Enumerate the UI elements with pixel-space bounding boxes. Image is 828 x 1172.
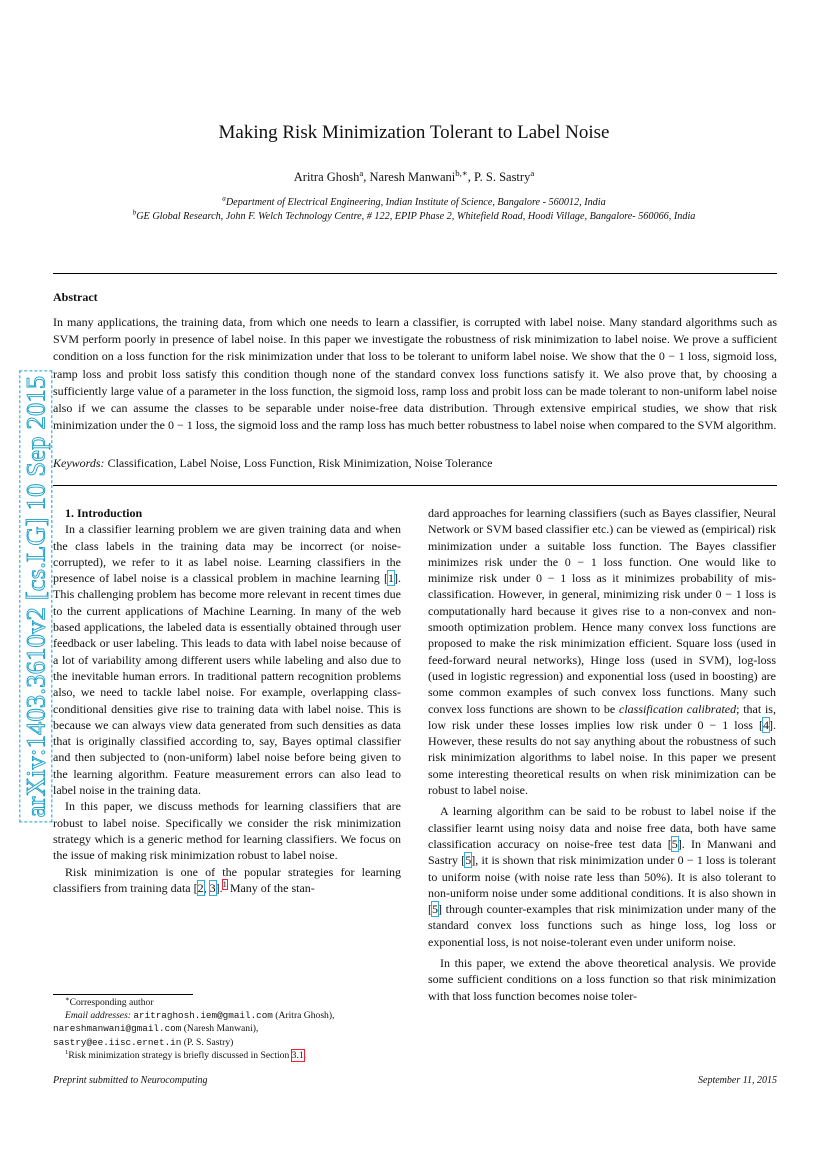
email-link[interactable]: nareshmanwani@gmail.com — [53, 1023, 182, 1035]
section-link[interactable]: 3.1 — [291, 1049, 304, 1061]
email-link[interactable]: sastry@ee.iisc.ernet.in — [53, 1036, 182, 1048]
author-mark: b,∗ — [455, 167, 468, 178]
footnote-rule — [53, 994, 193, 995]
citation-link[interactable]: 1 — [388, 571, 394, 586]
footnotes — [53, 996, 401, 1062]
author-name: Aritra Ghosh — [293, 170, 360, 184]
footnote-corresponding: ∗Corresponding author — [65, 995, 154, 1008]
keywords — [53, 456, 777, 471]
abstract-heading: Abstract — [53, 290, 98, 304]
citation-link[interactable]: 2 — [197, 880, 204, 895]
paragraph: In a classifier learning problem we are given training data and when the class labels in the training data may be incorrect (or noise-corrupted), we refer to it as label noise. Learning classifiers in the presence of label noise is a classical problem in machine learning [1]. This challenging problem has become more relevant in recent times due to the current applications of Machine Learning. In many of the web based applications, the labeled data is essentially obtained through user feedback or user labeling. This leads to data with label noise because of a lot of variability among different users while labeling and also due to the inevitable human errors. In traditional pattern recognition problems also, we need to tackle label noise. For example, overlapping class-conditional densities give rise to training data with label noise. This is because we can always view data generated from such densities as data that is originally classified according to, say, Bayes optimal classifier and then subjected to (non-uniform) label noise before being given to the learning algorithm. Feature measurement errors can also lead to label noise in the training data. — [53, 522, 401, 798]
arxiv-stamp — [18, 346, 54, 846]
top-rule — [53, 273, 777, 274]
paragraph: In this paper, we discuss methods for learning classifiers that are robust to label noise. Specifically we consider the risk minimization strategy which is a generic method for learning classifiers. We focus on the issue of making risk minimization robust to label noise. — [53, 799, 401, 863]
footnote-1: $^1$Risk minimization strategy is briefly discussed in Section 3.1. — [65, 1048, 307, 1061]
citation-link[interactable]: 4 — [763, 717, 769, 732]
paragraph: In this paper, we extend the above theoretical analysis. We provide some sufficient conditions on a loss function so that risk minimization with that loss function becomes noise toler- — [428, 956, 776, 1003]
affiliation-text: GE Global Research, John F. Welch Technology Centre, # 122, EPIP Phase 2, Whitefield Road, Hoodi Village, Bangalore- 560066, India — [136, 211, 696, 222]
author-name: Naresh Manwani — [369, 170, 456, 184]
keywords-list: Classification, Label Noise, Loss Function, Risk Minimization, Noise Tolerance — [107, 456, 493, 470]
footer-journal: Preprint submitted to Neurocomputing — [53, 1075, 208, 1086]
paragraph: A learning algorithm can be said to be robust to label noise if the classifier learnt using noisy data and noise free data, both have same classification accuracy on noise-free test data [5]. In Manwani and Sastry [5], it is shown that risk minimization under 0 − 1 loss is tolerant to uniform noise (with noise rate less than 50%). It is also tolerant to non-uniform noise under some additional conditions. It is also shown in [5] through counter-examples that risk minimization under many of the standard convex loss functions such as hinge loss, log loss or exponential loss, is not noise-tolerant even under uniform noise. — [428, 804, 777, 949]
citation-link[interactable]: 5 — [671, 836, 678, 851]
arxiv-stamp-text: arXiv:1403.3610v2 [cs.LG] 10 Sep 2015 — [20, 370, 53, 822]
footer-date: September 11, 2015 — [698, 1075, 777, 1086]
footnote-emails: Email addresses: aritraghosh.iem@gmail.com (Aritra Ghosh), — [65, 1010, 335, 1022]
citation-link[interactable]: 5 — [432, 902, 438, 917]
citation-link[interactable]: 3 — [209, 880, 216, 895]
paragraph: dard approaches for learning classifiers (such as Bayes classifier, Neural Network or SVM based classifier etc.) can be viewed as (empirical) risk minimization under a suitable loss function. The Bayes classifier minimizes risk under the 0 − 1 loss function. One would like to minimize risk under 0 − 1 loss as it minimizes probability of mis-classification. However, in general, minimizing risk under 0 − 1 loss is computationally hard because it gives rise to a non-convex and non-smooth optimization problem. Hence many convex loss functions are proposed to make the risk minimization efficient. Square loss (used in feed-forward neural networks), Hinge loss (used in SVM), log-loss (used in logistic regression) and exponential loss (used in boosting) are some common examples of such convex loss functions. Many such convex loss functions are shown to be classification calibrated; that is, low risk under these losses implies low risk under 0 − 1 loss [4]. However, these results do not say anything about the robustness of such risk minimization algorithms to label noise. In this paper we present some interesting theoretical results on when risk minimization can be robust to label noise. — [428, 506, 776, 798]
section-heading: 1. Introduction — [65, 506, 143, 520]
affiliation — [0, 208, 828, 222]
right-column — [428, 505, 776, 1004]
author-list: Aritra Ghosh$^a$, Naresh Manwani$^{b,∗}$, P. S. Sastry$^a$ — [293, 167, 535, 184]
footnote-link[interactable]: 1 — [222, 879, 227, 889]
abstract-rule — [53, 485, 777, 486]
paper-title: Making Risk Minimization Tolerant to Label Noise — [218, 122, 610, 143]
paragraph: Risk minimization is one of the popular strategies for learning classifiers from training data [2, 3].$^1$ Many of the stan- — [53, 864, 401, 895]
footnote-emails-cont: sastry@ee.iisc.ernet.in (P. S. Sastry) — [53, 1036, 234, 1048]
keywords-label: Keywords: — [53, 456, 105, 470]
citation-link[interactable]: 5 — [465, 853, 472, 868]
affiliation-mark: b — [132, 208, 137, 217]
affiliation-text: Department of Electrical Engineering, Indian Institute of Science, Bangalore - 560012, India — [225, 197, 606, 208]
email-link[interactable]: aritraghosh.iem@gmail.com — [133, 1010, 273, 1022]
left-column — [53, 505, 401, 896]
affiliation — [0, 194, 828, 208]
author-mark: a — [359, 167, 364, 178]
abstract-body: In many applications, the training data, from which one needs to learn a classifier, is corrupted with label noise. Many standard algorithms such as SVM perform poorly in presence of label noise. In this paper we investigate the robustness of risk minimization to label noise. We prove a sufficient condition on a loss function for the risk minimization under that loss to be tolerant to uniform label noise. We show that the 0 − 1 loss, sigmoid loss, ramp loss and probit loss satisfy this condition though none of the standard convex loss functions satisfy it. We also prove that, by choosing a sufficiently large value of a parameter in the loss function, the sigmoid loss, ramp loss and probit loss can be made tolerant to non-uniform label noise also if we can assume the classes to be separable under noise-free data distribution. Through extensive empirical studies, we show that risk minimization under the 0 − 1 loss, the sigmoid loss and the ramp loss has much better robustness to label noise when compared to the SVM algorithm. — [53, 315, 777, 433]
footnote-emails-cont: nareshmanwani@gmail.com (Naresh Manwani), — [53, 1023, 259, 1035]
affiliation-mark: a — [222, 194, 226, 203]
author-mark: a — [530, 167, 535, 178]
author-name: P. S. Sastry — [474, 170, 531, 184]
